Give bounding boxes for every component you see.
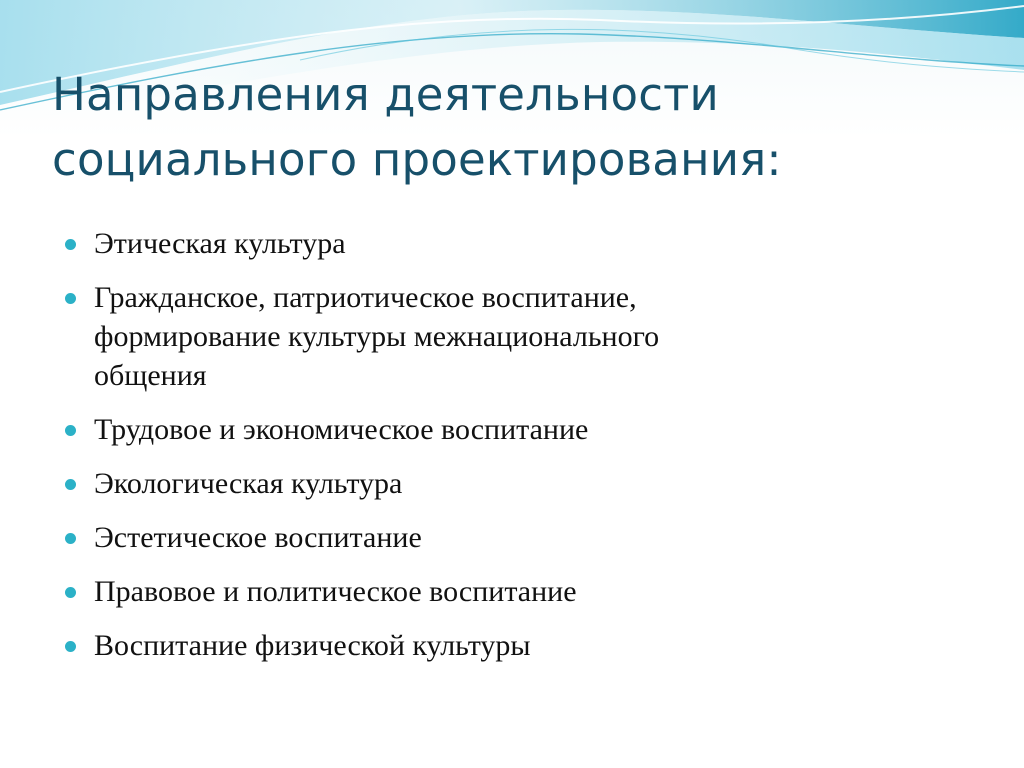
bullet-dot-icon [65, 239, 76, 250]
bullet-dot-icon [65, 425, 76, 436]
bullet-item [60, 278, 960, 395]
bullet-item [60, 224, 960, 263]
bullet-dot-icon [65, 479, 76, 490]
slide-title [52, 62, 992, 192]
bullet-text: Правовое и политическое воспитание [94, 575, 577, 608]
slide-title-line: социального проектирования: [52, 133, 782, 186]
bullet-dot-icon [65, 641, 76, 652]
slide-title-line: Направления деятельности [52, 68, 719, 121]
bullet-list [60, 224, 960, 680]
bullet-item [60, 464, 960, 503]
bullet-text: Трудовое и экономическое воспитание [94, 413, 589, 446]
bullet-text: Этическая культура [94, 227, 346, 260]
bullet-item [60, 572, 960, 611]
bullet-text: Эстетическое воспитание [94, 521, 422, 554]
bullet-item [60, 518, 960, 557]
bullet-text: общения [94, 359, 207, 392]
bullet-dot-icon [65, 533, 76, 544]
bullet-dot-icon [65, 293, 76, 304]
bullet-item [60, 410, 960, 449]
bullet-text: Воспитание физической культуры [94, 629, 531, 662]
bullet-text: Экологическая культура [94, 467, 403, 500]
bullet-text: Гражданское, патриотическое воспитание, [94, 281, 637, 314]
bullet-item [60, 626, 960, 665]
bullet-dot-icon [65, 587, 76, 598]
bullet-text: формирование культуры межнационального [94, 320, 660, 353]
